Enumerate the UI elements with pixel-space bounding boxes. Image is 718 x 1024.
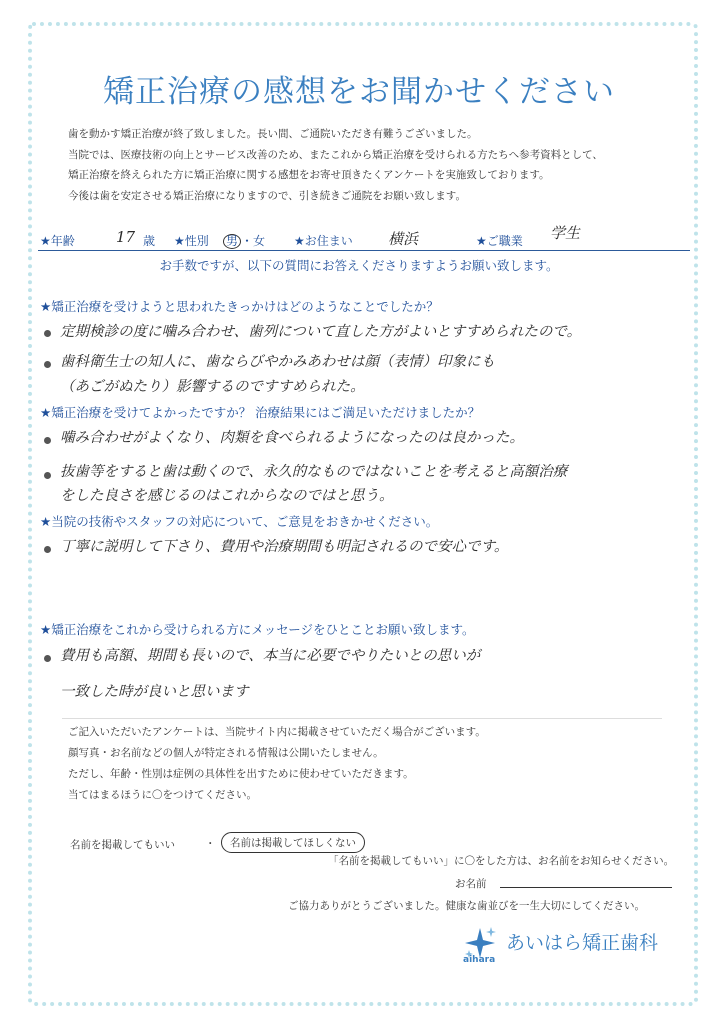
option-allow-name[interactable]: 名前を掲載してもいい bbox=[70, 839, 175, 851]
notice-line: 顔写真・お名前などの個人が特定される情報は公開いたしません。 bbox=[68, 747, 384, 759]
answer-bullet bbox=[44, 472, 51, 479]
sex-options bbox=[223, 232, 265, 249]
answer-1-2-line-2: （あごがぬたり）影響するのですすめられた。 bbox=[60, 379, 365, 395]
thanks-text: ご協力ありがとうございました。健康な歯並びを一生大切にしてください。 bbox=[288, 900, 645, 912]
answer-1-1: 定期検診の度に噛み合わせ、歯列について直した方がよいとすすめられたので。 bbox=[60, 324, 582, 340]
clinic-romaji: aihara bbox=[463, 955, 496, 965]
answer-4-1-line-1: 費用も高額、期間も長いので、本当に必要でやりたいとの思いが bbox=[60, 648, 481, 664]
answer-bullet bbox=[44, 330, 51, 337]
answer-4-1-line-2: 一致した時が良いと思います bbox=[60, 684, 249, 700]
answer-2-2-line-1: 抜歯等をすると歯は動くので、永久的なものではないことを考えると高額治療 bbox=[60, 464, 568, 480]
name-instruction: 「名前を掲載してもいい」に〇をした方は、お名前をお知らせください。 bbox=[328, 855, 675, 867]
answer-1-2-line-1: 歯科衛生士の知人に、歯ならびやかみあわせは顔（表情）印象にも bbox=[60, 354, 495, 370]
age-value: 17 bbox=[116, 228, 136, 246]
intro-line: 今後は歯を安定させる矯正治療になりますので、引き続きご通院をお願い致します。 bbox=[68, 189, 466, 202]
notice-line: 当てはまるほうに〇をつけてください。 bbox=[68, 789, 257, 801]
intro-line: 当院では、医療技術の向上とサービス改善のため、またこれから矯正治療を受けられる方たちへ参考資料として、 bbox=[68, 148, 603, 161]
answer-3-1: 丁寧に説明して下さり、費用や治療期間も明記されるので安心です。 bbox=[60, 539, 509, 555]
answer-bullet bbox=[44, 655, 51, 662]
section-divider bbox=[62, 718, 662, 719]
question-2: ★矯正治療を受けてよかったですか？ 治療結果にはご満足いただけましたか？ bbox=[40, 405, 481, 420]
notice-line: ただし、年齢・性別は症例の具体性を出すために使わせていただきます。 bbox=[68, 768, 414, 780]
question-3: ★当院の技術やスタッフの対応について、ご意見をおきかせください。 bbox=[40, 514, 439, 529]
residence-label: ★お住まい bbox=[294, 234, 353, 248]
answer-bullet bbox=[44, 437, 51, 444]
sex-male-circled: 男 bbox=[223, 234, 241, 249]
answer-2-1: 噛み合わせがよくなり、肉類を食べられるようになったのは良かった。 bbox=[60, 430, 524, 446]
sex-female: 女 bbox=[253, 234, 266, 248]
clinic-name: あいはら矯正歯科 bbox=[506, 932, 659, 954]
option-separator: ・ bbox=[205, 838, 216, 850]
job-label: ★ご職業 bbox=[476, 234, 523, 248]
notice-text bbox=[68, 722, 486, 806]
question-1: ★矯正治療を受けようと思われたきっかけはどのようなことでしたか？ bbox=[40, 299, 439, 314]
name-label: お名前 bbox=[455, 878, 487, 890]
name-field-line[interactable] bbox=[500, 887, 672, 888]
intro-line: 矯正治療を終えられた方に矯正治療に関する感想をお寄せ頂きたくアンケートを実施致しております。 bbox=[68, 169, 550, 181]
intro-line: 歯を動かす矯正治療が終了致しました。長い間、ご通院いただき有難うございました。 bbox=[68, 128, 478, 140]
answer-2-2-line-2: をした良さを感じるのはこれからなのではと思う。 bbox=[60, 488, 394, 504]
sex-separator: ・ bbox=[241, 234, 254, 248]
profile-row bbox=[38, 224, 690, 251]
sex-label: ★性別 bbox=[174, 234, 209, 248]
job-value: 学生 bbox=[550, 224, 581, 242]
option-deny-name-circled[interactable]: 名前は掲載してほしくない bbox=[221, 832, 365, 853]
intro-text bbox=[68, 124, 603, 206]
residence-value: 横浜 bbox=[388, 230, 419, 248]
request-text: お手数ですが、以下の質問にお答えくださりますようお願い致します。 bbox=[159, 258, 559, 273]
answer-bullet bbox=[44, 546, 51, 553]
age-label: ★年齢 bbox=[40, 234, 75, 248]
page-title: 矯正治療の感想をお聞かせください bbox=[103, 74, 615, 110]
age-unit: 歳 bbox=[143, 234, 156, 248]
answer-bullet bbox=[44, 361, 51, 368]
notice-line: ご記入いただいたアンケートは、当院サイト内に掲載させていただく場合がございます。 bbox=[68, 726, 486, 738]
question-4: ★矯正治療をこれから受けられる方にメッセージをひとことお願い致します。 bbox=[40, 622, 475, 637]
